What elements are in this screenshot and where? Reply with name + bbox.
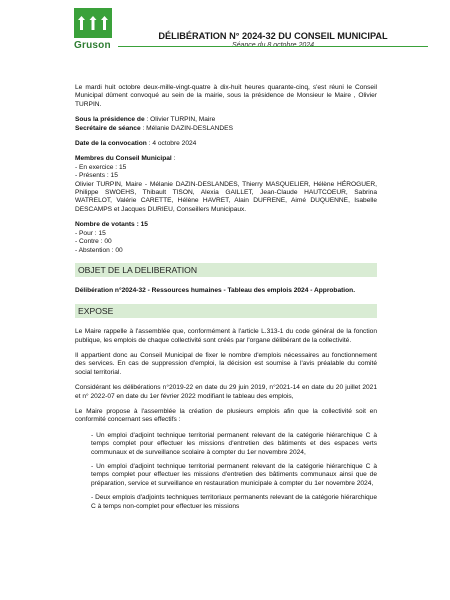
expose-paragraph-4: Le Maire propose à l'assemblée la création de plusieurs emplois afin que la collectivité soit en conformité concernant ses effectifs : [75, 407, 377, 424]
presidence-value: : Olivier TURPIN, Maire [146, 116, 216, 124]
expose-paragraph-3: Considérant les délibérations n°2019-22 en date du 29 juin 2019, n°2021-14 en date du 20 juillet 2021 et n° 2022-07 en date du 1er février 2022 modifiant le tableau des emplois, [75, 384, 377, 400]
logo-emblem [74, 8, 112, 38]
votants-contre: - Contre : 00 [75, 238, 112, 246]
votants-pour: - Pour : 15 [75, 229, 106, 237]
expose-bullet-1: - Un emploi d'adjoint technique territorial permanent relevant de la catégorie hiérarchique C à temps complet pour effectuer les missions d'entretien des bâtiments et des espaces verts communaux et de surveillance scolaire à compter du 1er novembre 2024, [91, 431, 377, 456]
section-expose-heading: EXPOSE [75, 304, 377, 318]
votants-heading [75, 221, 377, 229]
votants-value: : 15 [136, 221, 148, 229]
secretaire-label: Secrétaire de séance [75, 124, 141, 132]
secretaire-value: : Mélanie DAZIN-DESLANDES [142, 124, 233, 132]
intro-paragraph: Le mardi huit octobre deux-mille-vingt-quatre à dix-huit heures quarante-cinq, s'est réuni le Conseil Municipal dûment convoqué au sein de la mairie, sous la présidence de Monsieur le Maire , Olivier TURPIN. [75, 84, 377, 108]
membres-colon: : [171, 155, 176, 163]
meeting-info [75, 116, 377, 133]
membres-label: Membres du Conseil Municipal [75, 155, 172, 163]
votants-abstention: - Abstention : 00 [75, 246, 123, 254]
convocation-value: : 4 octobre 2024 [148, 140, 197, 148]
header-divider [118, 46, 428, 47]
objet-text: Délibération n°2024-32 - Ressources humaines - Tableau des emplois 2024 - Approbation. [75, 287, 356, 295]
membres-presents: - Présents : 15 [75, 172, 118, 180]
votants-block [75, 221, 377, 255]
secretaire-line [75, 125, 377, 133]
gruson-logo [74, 8, 114, 51]
document-body [75, 84, 377, 517]
membres-exercice: - En exercice : 15 [75, 163, 127, 171]
convocation-line [75, 140, 377, 148]
membres-block [75, 155, 377, 214]
membres-names: Olivier TURPIN, Maire - Mélanie DAZIN-DESLANDES, Thierry MASQUELIER, Hélène HÉROGUER, Philippe SWOEHS, Thibault TISON, Alexia GAILLET, Jean-Claude HAUTCOEUR, Sabrina WATRELOT, Valérie CARETTE, Hélène HAVRET, Alain DUFRENE, Aimé DUQUENNE, Isabelle DESCAMPS et Jacques DURIEU, Conseillers Municipaux. [75, 180, 377, 213]
presidence-label: Sous la présidence de [75, 116, 145, 124]
presidence-line [75, 116, 377, 124]
logo-text: Gruson [74, 40, 111, 51]
votants-label: Nombre de votants [75, 221, 135, 229]
section-objet-heading: OBJET DE LA DELIBERATION [75, 263, 377, 277]
convocation-label: Date de la convocation [75, 140, 147, 148]
membres-heading [75, 155, 377, 163]
expose-paragraph-2: Il appartient donc au Conseil Municipal de fixer le nombre d'emplois nécessaires au fonctionnement des services. En cas de suppression d'emploi, la décision est soumise à l'avis préalable du comité social territorial. [75, 351, 377, 376]
expose-paragraph-1: Le Maire rappelle à l'assemblée que, conformément à l'article L.313-1 du code général de la fonction publique, les emplois de chaque collectivité sont créés par l'organe délibérant de la collectivité. [75, 328, 377, 344]
page-title: DÉLIBÉRATION N° 2024-32 DU CONSEIL MUNICIPAL [158, 31, 388, 41]
expose-bullet-2: - Un emploi d'adjoint technique territorial permanent relevant de la catégorie hiérarchique C à temps complet pour effectuer les missions d'entretien des bâtiments communaux ainsi que de préparation, service et surveillance en restauration municipale à compter du 1er novembre 2024, [91, 463, 377, 487]
expose-bullet-3: - Deux emplois d'adjoints techniques territoriaux permanents relevant de la catégorie hiérarchique C à temps non-complet pour effectuer les missions [91, 494, 377, 510]
